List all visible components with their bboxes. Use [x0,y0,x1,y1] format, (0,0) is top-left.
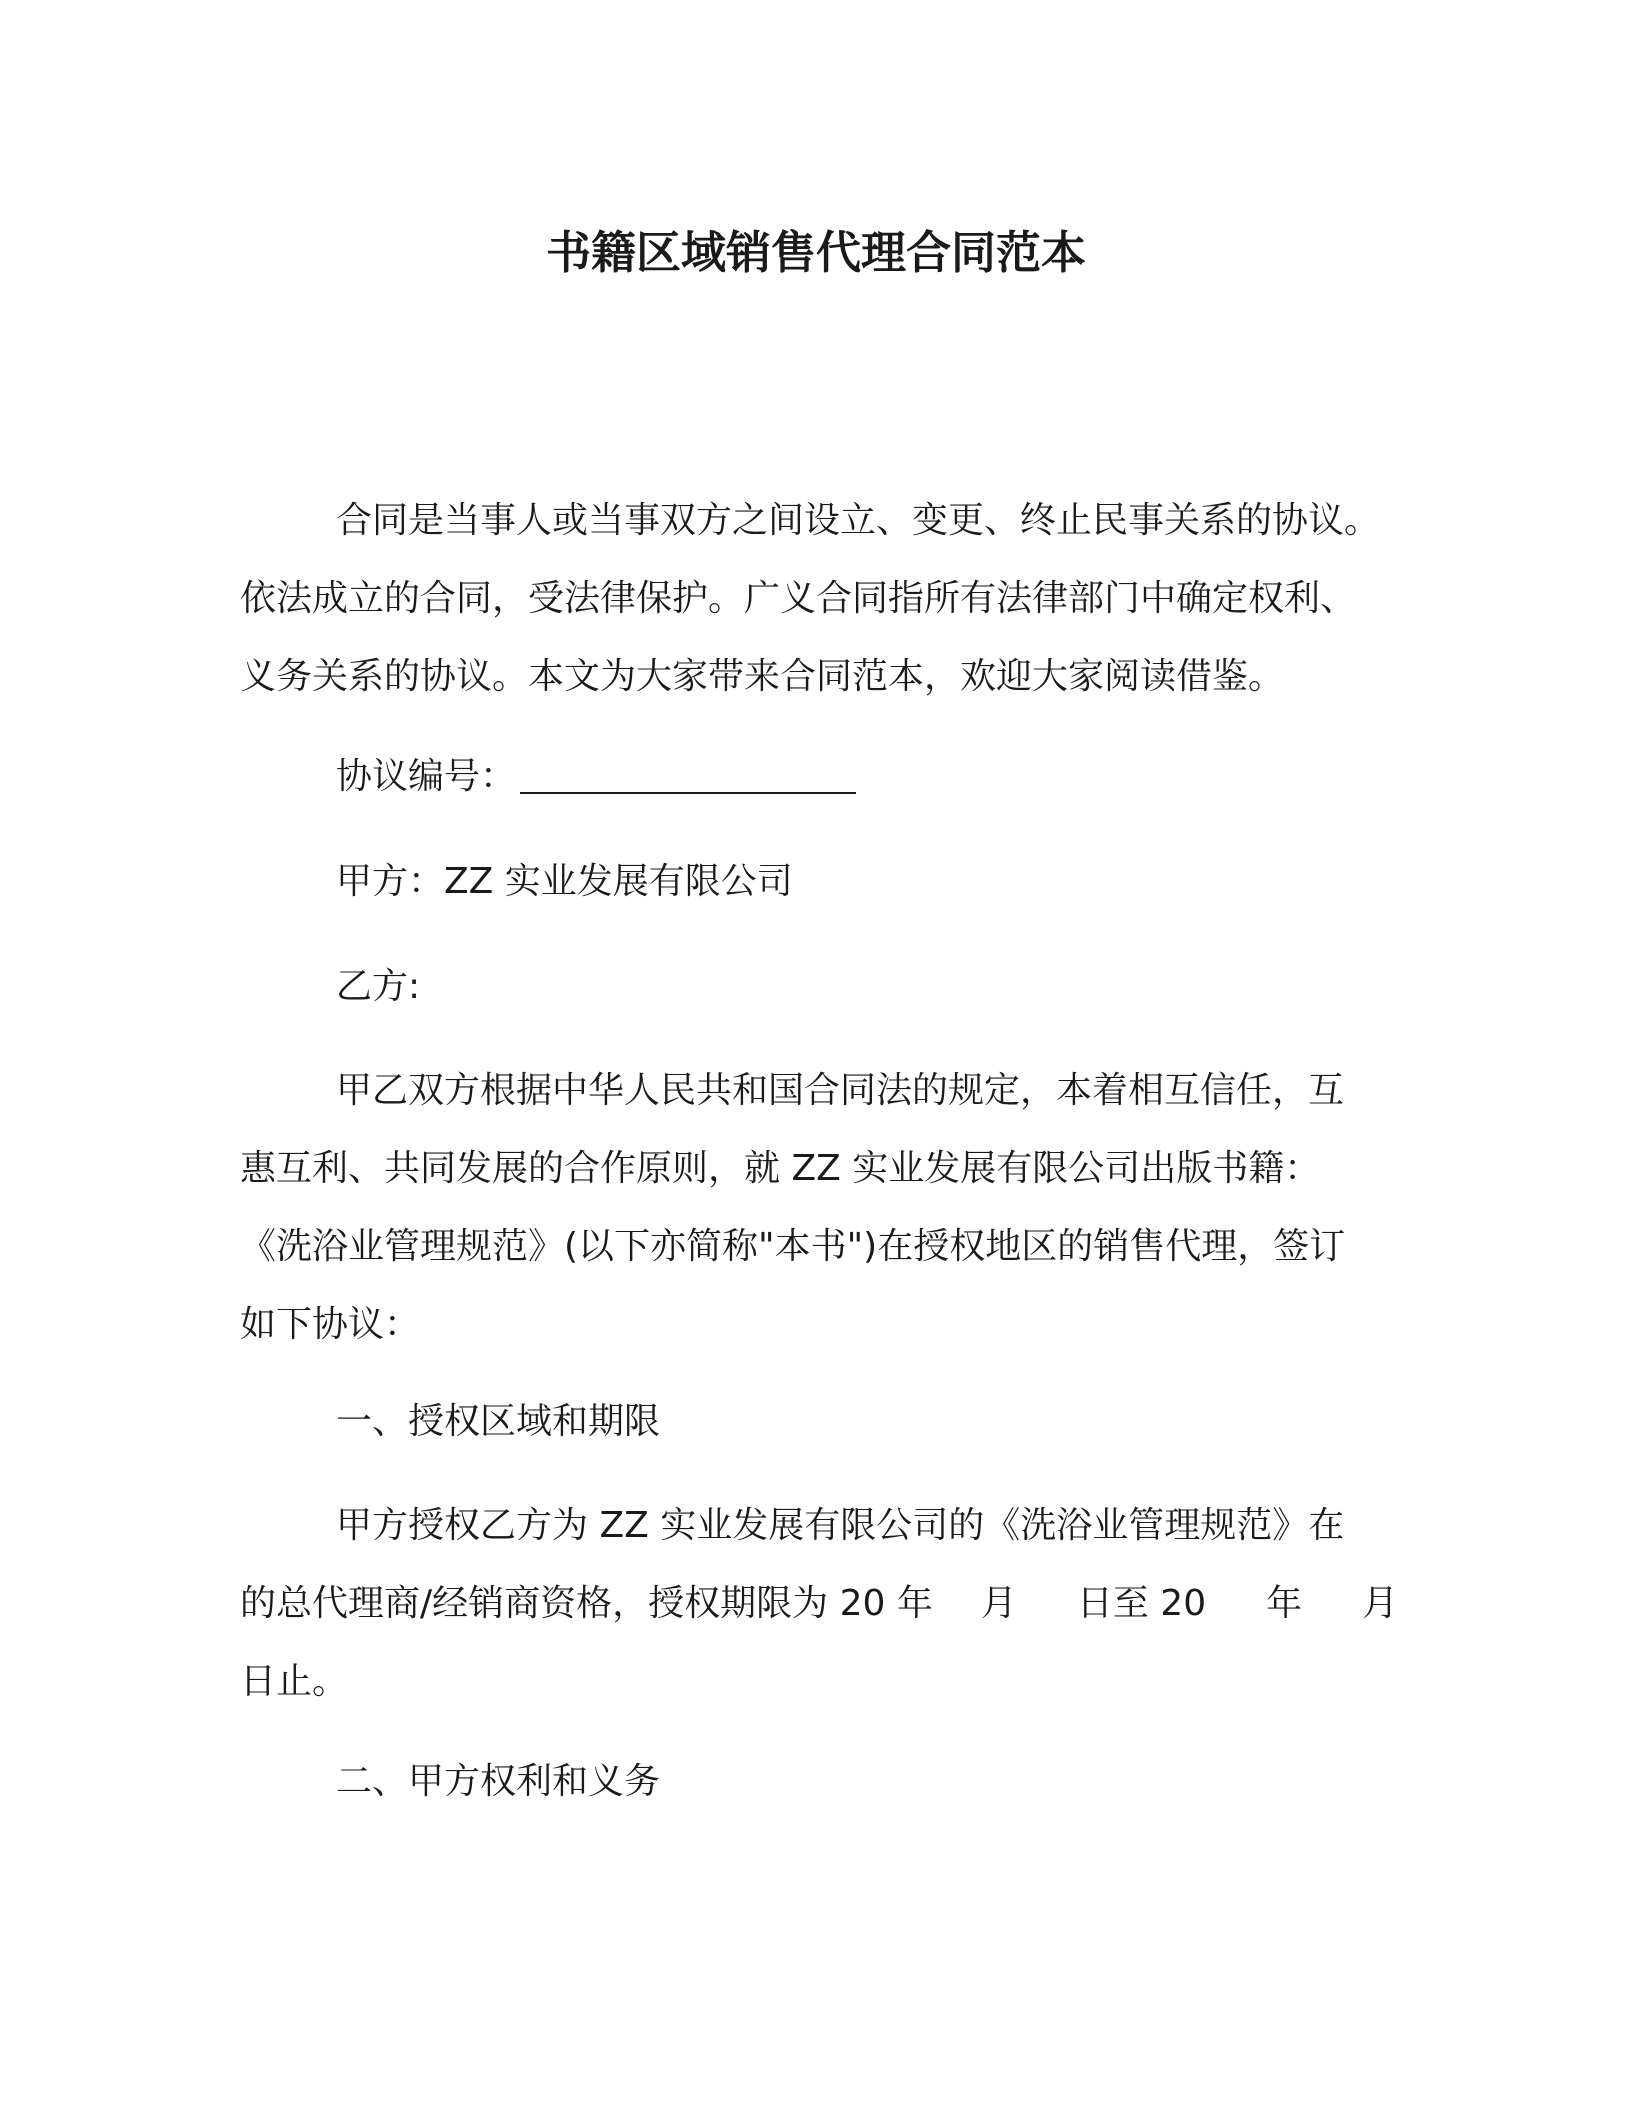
agreement-number-blank [520,752,856,794]
preamble-line-4: 如下协议： [240,1304,421,1345]
party-b-line: 乙方: [336,966,421,1007]
section-1-line-1: 甲方授权乙方为 ZZ 实业发展有限公司的《洗浴业管理规范》在 [336,1505,1345,1546]
party-a-line: 甲方：ZZ 实业发展有限公司 [336,861,793,902]
section-1-line-2-part-e: 月 [1362,1583,1399,1624]
preamble-line-1: 甲乙双方根据中华人民共和国合同法的规定，本着相互信任，互 [336,1070,1345,1111]
section-1-heading: 一、授权区域和期限 [336,1401,661,1442]
preamble-line-3: 《洗浴业管理规范》(以下亦简称"本书")在授权地区的销售代理，签订 [240,1226,1346,1267]
intro-paragraph [240,482,1388,716]
preamble-paragraph [240,1052,1388,1364]
section-1-line-2-part-c: 日至 20 [1076,1583,1207,1624]
section-1-paragraph [240,1487,1399,1721]
section-2-heading: 二、甲方权利和义务 [336,1761,661,1802]
intro-line-1: 合同是当事人或当事双方之间设立、变更、终止民事关系的协议。 [336,500,1381,541]
preamble-line-2: 惠互利、共同发展的合作原则，就 ZZ 实业发展有限公司出版书籍： [240,1148,1321,1189]
agreement-number-line [336,738,856,816]
section-1-line-2-part-a: 的总代理商/经销商资格，授权期限为 20 年 [240,1583,933,1624]
agreement-number-label: 协议编号： [336,756,517,797]
intro-line-2: 依法成立的合同，受法律保护。广义合同指所有法律部门中确定权利、 [240,578,1357,619]
document-title: 书籍区域销售代理合同范本 [545,226,1086,279]
section-1-line-3: 日止。 [240,1661,349,1702]
section-1-line-2-part-b: 月 [980,1583,1017,1624]
section-1-line-2-part-d: 年 [1266,1583,1303,1624]
intro-line-3: 义务关系的协议。本文为大家带来合同范本，欢迎大家阅读借鉴。 [240,656,1285,697]
section-1-line-2 [240,1565,1399,1643]
